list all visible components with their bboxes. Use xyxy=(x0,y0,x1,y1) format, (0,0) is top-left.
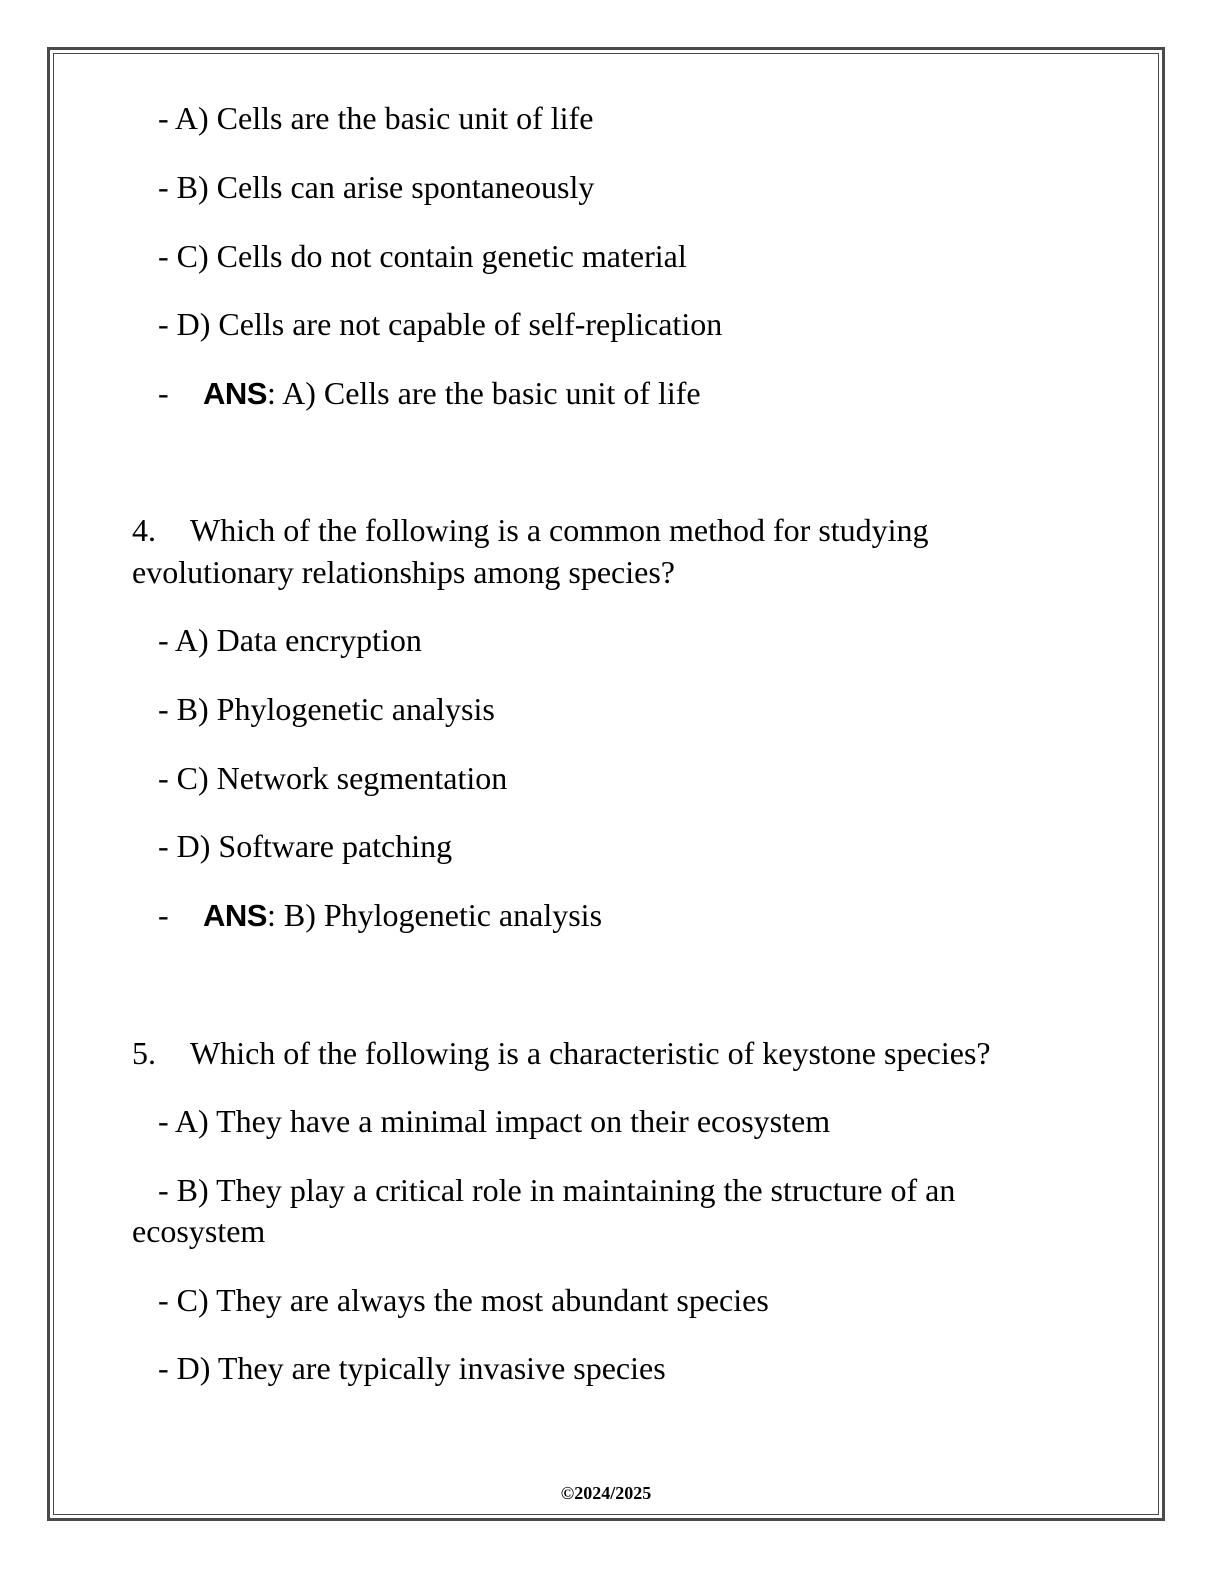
q4-option-d: - D) Software patching xyxy=(158,828,453,864)
q4-option-c: - C) Network segmentation xyxy=(158,760,508,796)
q5-option-d: - D) They are typically invasive species xyxy=(158,1350,666,1386)
q3-option-a: - A) Cells are the basic unit of life xyxy=(158,100,594,136)
q3-answer-dash: - xyxy=(158,375,169,411)
q4-question-line2: evolutionary relationships among species? xyxy=(132,554,675,590)
q5-question xyxy=(132,1033,991,1073)
q5-number: 5. xyxy=(132,1035,156,1071)
q5-option-a: - A) They have a minimal impact on their ecosystem xyxy=(158,1103,831,1139)
q4-option-b: - B) Phylogenetic analysis xyxy=(158,691,495,727)
q5-question-line1: Which of the following is a characteristic of keystone species? xyxy=(190,1035,991,1071)
q3-answer-text: : A) Cells are the basic unit of life xyxy=(266,375,701,411)
q4-number: 4. xyxy=(132,512,156,548)
q4-option-a: - A) Data encryption xyxy=(158,622,422,658)
q3-option-d: - D) Cells are not capable of self-replication xyxy=(158,306,723,342)
q3-answer-label: ANS xyxy=(203,376,267,411)
q5-option-b-continuation: ecosystem xyxy=(132,1213,266,1249)
q3-answer xyxy=(203,373,701,414)
q4-answer-dash: - xyxy=(158,897,169,933)
q3-option-b: - B) Cells can arise spontaneously xyxy=(158,169,595,205)
q4-answer xyxy=(203,895,602,936)
q5-option-b: - B) They play a critical role in maintaining the structure of an xyxy=(158,1172,956,1208)
q4-question-line1: Which of the following is a common method for studying xyxy=(190,512,929,548)
q4-question xyxy=(132,510,929,550)
q3-option-c: - C) Cells do not contain genetic material xyxy=(158,238,687,274)
footer-copyright: ©2024/2025 xyxy=(560,1483,652,1503)
q4-answer-label: ANS xyxy=(203,898,267,933)
q5-option-c: - C) They are always the most abundant species xyxy=(158,1282,769,1318)
q4-answer-text: : B) Phylogenetic analysis xyxy=(266,897,603,933)
